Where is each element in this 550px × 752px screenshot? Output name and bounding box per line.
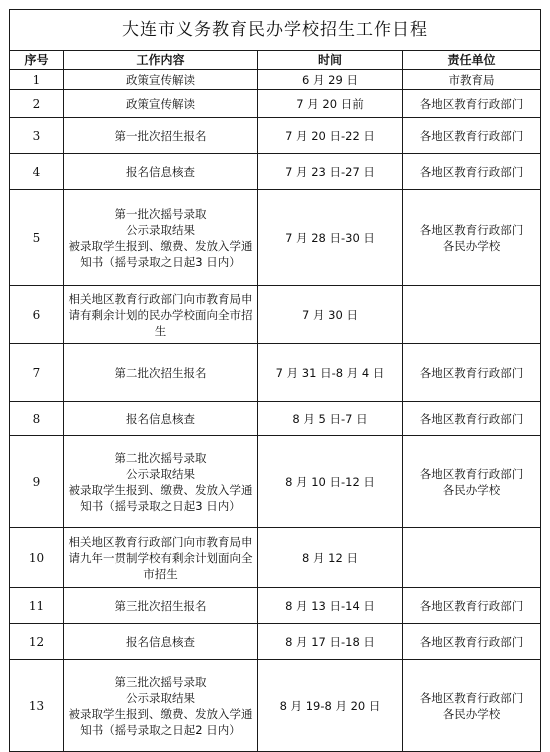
row-task: 第一批次摇号录取 公示录取结果 被录取学生报到、缴费、发放入学通知书（摇号录取之日起3 日内）: [64, 190, 258, 286]
table-row: [10, 436, 541, 528]
table-row: [10, 402, 541, 436]
header-task: 工作内容: [64, 51, 258, 70]
row-task: 报名信息核查: [64, 154, 258, 190]
row-time: 8 月 17 日-18 日: [258, 624, 403, 660]
row-unit: 各地区教育行政部门: [403, 118, 541, 154]
header-no: 序号: [10, 51, 64, 70]
table-row: [10, 624, 541, 660]
row-unit: 各地区教育行政部门: [403, 344, 541, 402]
table-row: [10, 70, 541, 90]
row-time: 8 月 19-8 月 20 日: [258, 660, 403, 752]
row-task: 报名信息核查: [64, 624, 258, 660]
row-unit: [403, 528, 541, 588]
row-time: 7 月 23 日-27 日: [258, 154, 403, 190]
header-time: 时间: [258, 51, 403, 70]
row-unit: 各地区教育行政部门 各民办学校: [403, 436, 541, 528]
row-unit: 各地区教育行政部门: [403, 588, 541, 624]
row-no: 3: [10, 118, 64, 154]
row-time: 7 月 20 日前: [258, 90, 403, 118]
row-no: 12: [10, 624, 64, 660]
row-task: 第二批次摇号录取 公示录取结果 被录取学生报到、缴费、发放入学通知书（摇号录取之日起3 日内）: [64, 436, 258, 528]
row-time: 8 月 10 日-12 日: [258, 436, 403, 528]
header-unit: 责任单位: [403, 51, 541, 70]
row-task: 第二批次招生报名: [64, 344, 258, 402]
row-task: 第三批次摇号录取 公示录取结果 被录取学生报到、缴费、发放入学通知书（摇号录取之日起2 日内）: [64, 660, 258, 752]
row-unit: 各地区教育行政部门: [403, 154, 541, 190]
row-time: 7 月 28 日-30 日: [258, 190, 403, 286]
row-task: 第一批次招生报名: [64, 118, 258, 154]
row-task: 相关地区教育行政部门向市教育局申请九年一贯制学校有剩余计划面向全市招生: [64, 528, 258, 588]
row-task: 政策宣传解读: [64, 70, 258, 90]
row-task: 政策宣传解读: [64, 90, 258, 118]
row-time: 7 月 20 日-22 日: [258, 118, 403, 154]
row-time: 6 月 29 日: [258, 70, 403, 90]
table-title: 大连市义务教育民办学校招生工作日程: [10, 10, 541, 51]
table-row: [10, 118, 541, 154]
row-no: 9: [10, 436, 64, 528]
row-unit: 各地区教育行政部门 各民办学校: [403, 660, 541, 752]
schedule-table: [9, 9, 541, 752]
title-row: [10, 10, 541, 51]
table-row: [10, 286, 541, 344]
table-row: [10, 190, 541, 286]
row-task: 相关地区教育行政部门向市教育局申请有剩余计划的民办学校面向全市招生: [64, 286, 258, 344]
row-no: 11: [10, 588, 64, 624]
row-unit: 各地区教育行政部门: [403, 90, 541, 118]
row-unit: [403, 286, 541, 344]
table-row: [10, 154, 541, 190]
schedule-sheet: [9, 9, 540, 743]
row-no: 5: [10, 190, 64, 286]
row-time: 7 月 30 日: [258, 286, 403, 344]
table-row: [10, 588, 541, 624]
row-no: 8: [10, 402, 64, 436]
row-unit: 各地区教育行政部门: [403, 402, 541, 436]
row-unit: 各地区教育行政部门 各民办学校: [403, 190, 541, 286]
row-task: 报名信息核查: [64, 402, 258, 436]
row-no: 10: [10, 528, 64, 588]
row-unit: 市教育局: [403, 70, 541, 90]
table-row: [10, 660, 541, 752]
table-row: [10, 344, 541, 402]
header-row: [10, 51, 541, 70]
row-no: 1: [10, 70, 64, 90]
table-row: [10, 528, 541, 588]
row-task: 第三批次招生报名: [64, 588, 258, 624]
row-time: 7 月 31 日-8 月 4 日: [258, 344, 403, 402]
row-unit: 各地区教育行政部门: [403, 624, 541, 660]
row-no: 13: [10, 660, 64, 752]
table-row: [10, 90, 541, 118]
row-no: 7: [10, 344, 64, 402]
row-time: 8 月 12 日: [258, 528, 403, 588]
row-no: 4: [10, 154, 64, 190]
row-no: 2: [10, 90, 64, 118]
row-time: 8 月 13 日-14 日: [258, 588, 403, 624]
row-time: 8 月 5 日-7 日: [258, 402, 403, 436]
row-no: 6: [10, 286, 64, 344]
